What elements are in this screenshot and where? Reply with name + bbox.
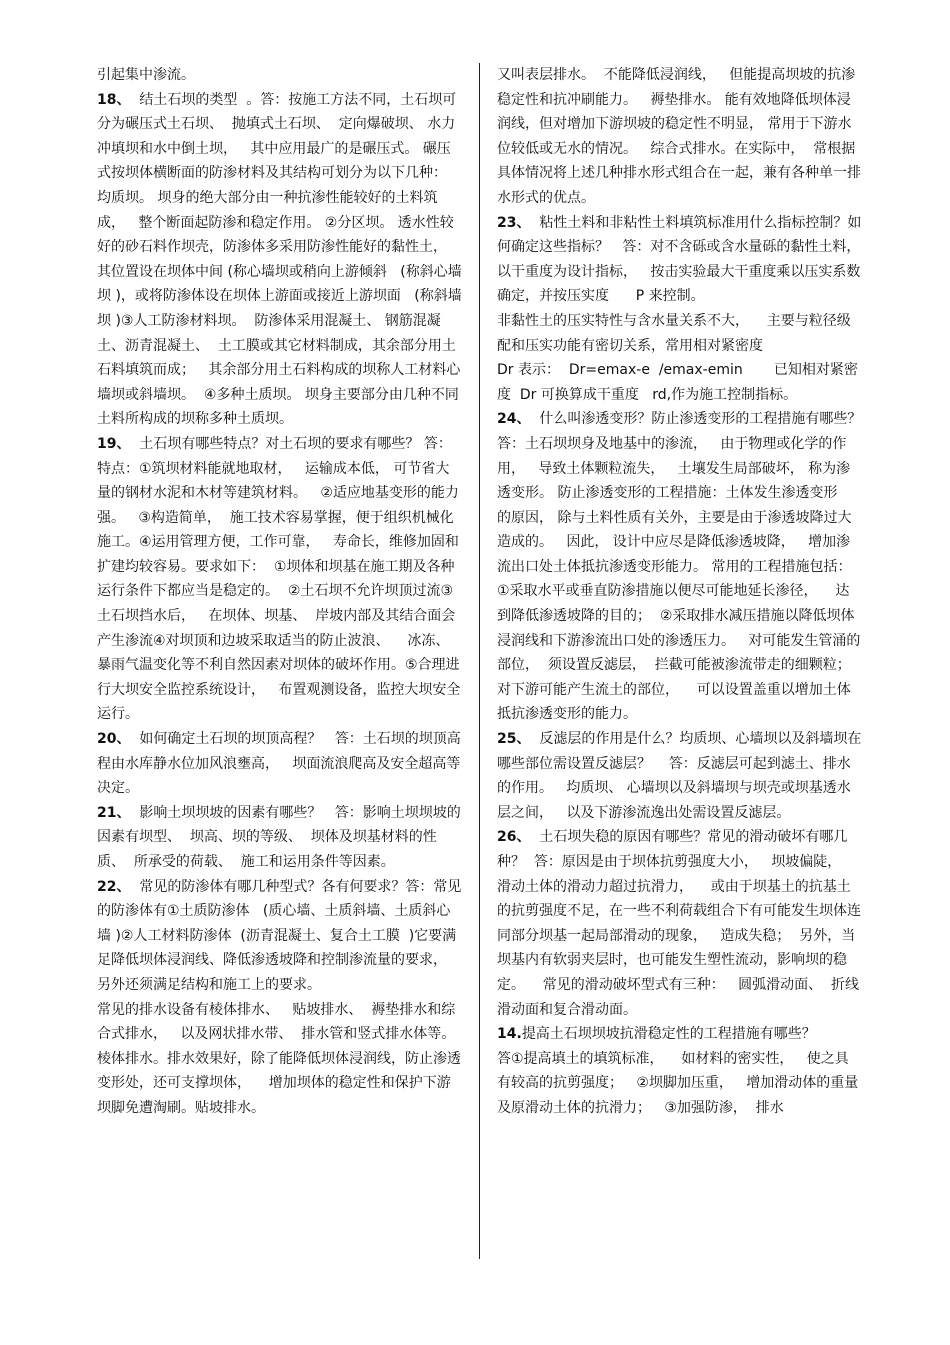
question-number: 23、 <box>497 214 531 231</box>
paragraph: 答①提高填土的填筑标准， 如材料的密实性， 使之具有较高的抗剪强度； ②坝脚加压重， 增加滑动体的重量及原滑动土体的抗滑力； ③加强防渗， 排水 <box>497 1050 859 1116</box>
question-number: 25、 <box>497 731 531 748</box>
formula-paragraph: Dr 表示： Dr=emax-e /emax-emin 已知相对紧密度 Dr 可换算成干重度 rd,作为施工控制指标。 <box>497 362 858 403</box>
question-number: 24、 <box>497 411 531 428</box>
column-divider <box>479 63 480 1259</box>
question-22: 22、 常见的防渗体有哪几种型式？各有何要求？答：常见的防渗体有①土质防渗体 (质心墙、土质斜墙、土质斜心墙 )②人工材料防渗体 (沥青混凝土、复合土工膜 )它要满足降低坝体浸润线、降低渗透坡降和控制渗流量的要求， 另外还须满足结构和施工上的要求。 <box>97 878 462 993</box>
question-number: 20、 <box>97 731 131 748</box>
question-23: 23、 粘性土料和非粘性土料填筑标准用什么指标控制？如何确定这些指标？ 答：对不含砾或含水量砾的黏性土料， 以干重度为设计指标， 按击实验最大干重度乘以压实系数确定，并按压实度 P 来控制。 <box>497 214 874 305</box>
question-18: 18、 结土石坝的类型 。答：按施工方法不同，土石坝可分为碾压式土石坝、 抛填式土石坝、 定向爆破坝、 水力冲填坝和水中倒土坝， 其中应用最广的是碾压式。 碾压式按坝体横断面的防渗材料及其结构可划分为以下几种： 均质坝。 坝身的绝大部分由一种抗渗性能较好的土料筑成， 整个断面起防渗和稳定作用。 ②分区坝。 透水性较好的砂石料作坝壳，防渗体多采用防渗性能好的黏性土， 其位置设在坝体中间 (称心墙坝或稍向上游倾斜 (称斜心墙坝 )，或将防渗体设在坝体上游面或接近上游坝面 (称斜墙坝 )③人工防渗材料坝。 防渗体采用混凝土、 钢筋混凝土、沥青混凝土、 土工膜或其它材料制成，其余部分用土石料填筑而成； 其余部分用土石料构成的坝称人工材料心墙坝或斜墙坝。 ④多种土质坝。 坝身主要部分由几种不同土料所构成的坝称多种土质坝。 <box>97 91 465 428</box>
paragraph: 又叫表层排水。 不能降低浸润线， 但能提高坝坡的抗渗稳定性和抗冲刷能力。 褥垫排水。 能有效地降低坝体浸润线，但对增加下游坝坡的稳定性不明显， 常用于下游水位较低或无水的情况。 综合式排水。在实际中， 常根据具体情况将上述几种排水形式组合在一起，兼有各种单一排水形式的优点。 <box>497 67 861 206</box>
paragraph: 非黏性土的压实特性与含水量关系不大， 主要与粒径级配和压实功能有密切关系，常用相对紧密度 <box>497 312 851 354</box>
question-24: 24、 什么叫渗透变形？防止渗透变形的工程措施有哪些？ 答：土石坝坝身及地基中的渗流， 由于物理或化学的作用， 导致土体颗粒流失， 土壤发生局部破坏， 称为渗透变形。 防止渗透变形的工程措施：土体发生渗透变形 的原因， 除与土料性质有关外，主要是由于渗透坡降过大造成的。 因此， 设计中应尽是降低渗透坡降， 增加渗流出口处土体抵抗渗透变形能力。 常用的工程措施包括： ①采取水平或垂直防渗措施以便尽可能地延长渗径， 达到降低渗透坡降的目的； ②采取排水减压措施以降低坝体浸润线和下游渗流出口处的渗透压力。 对可能发生管涌的部位， 须设置反滤层， 拦截可能被渗流带走的细颗粒； 对下游可能产生流土的部位， 可以设置盖重以增加土体抵抗渗透变形的能力。 <box>497 411 871 723</box>
left-column <box>97 63 465 1121</box>
question-number: 18、 <box>97 91 131 108</box>
paragraph: 常见的排水设备有棱体排水、 贴坡排水、 褥垫排水和综合式排水， 以及网状排水带、 排水管和竖式排水体等。棱体排水。排水效果好，除了能降低坝体浸润线，防止渗透变形处，还可支撑坝体， 增加坝体的稳定性和保护下游坝脚免遭淘刷。贴坡排水。 <box>97 1001 461 1116</box>
right-column <box>497 63 874 1121</box>
question-number: 19、 <box>97 435 131 452</box>
paragraph: 引起集中渗流。 <box>97 67 195 83</box>
question-20: 20、 如何确定土石坝的坝顶高程？ 答：土石坝的坝顶高程由水库静水位加风浪壅高， 坝面流浪爬高及安全超高等决定。 <box>97 731 461 797</box>
question-26: 26、 土石坝失稳的原因有哪些？常见的滑动破坏有哪几种？ 答：原因是由于坝体抗剪强度大小， 坝坡偏陡， 滑动土体的滑动力超过抗滑力， 或由于坝基土的抗基土 的抗剪强度不足，在一些不利荷载组合下有可能发生坝体连同部分坝基一起局部滑动的现象， 造成失稳； 另外，当坝基内有软弱夹层时，也可能发生塑性流动，影响坝的稳定。 常见的滑动破坏型式有三种： 圆弧滑动面、 折线滑动面和复合滑动面。 <box>497 829 865 1018</box>
question-number: 22、 <box>97 878 131 895</box>
question-number: 26、 <box>497 829 531 846</box>
question-19: 19、 土石坝有哪些特点？对土石坝的要求有哪些？ 答：特点：①筑坝材料能就地取材， 运输成本低， 可节省大量的钢材水泥和木材等建筑材料。 ②适应地基变形的能力强。 ③构造简单， 施工技术容易掌握，便于组织机械化施工。④运用管理方便，工作可靠， 寿命长，维修加固和扩建均较容易。要求如下： ①坝体和坝基在施工期及各种运行条件下都应当是稳定的。 ②土石坝不允许坝顶过流③土石坝挡水后， 在坝体、坝基、 岸坡内部及其结合面会产生渗流④对坝顶和边坡采取适当的防止波浪、 冰冻、暴雨气温变化等不利自然因素对坝体的破坏作用。⑤合理进行大坝安全监控系统设计， 布置观测设备，监控大坝安全运行。 <box>97 435 461 723</box>
question-21: 21、 影响土坝坝坡的因素有哪些？ 答：影响土坝坝坡的因素有坝型、 坝高、坝的等级、 坝体及坝基材料的性质、 所承受的荷载、 施工和运用条件等因素。 <box>97 804 461 870</box>
question-14: 14.提高土石坝坝坡抗滑稳定性的工程措施有哪些？ <box>497 1026 816 1043</box>
question-25: 25、 反滤层的作用是什么？均质坝、心墙坝以及斜墙坝在哪些部位需设置反滤层？ 答：反滤层可起到滤土、排水的作用。 均质坝、 心墙坝以及斜墙坝与坝壳或坝基透水层之间， 以及下游渗流逸出处需设置反滤层。 <box>497 731 862 821</box>
question-number: 21、 <box>97 804 131 821</box>
question-number: 14. <box>497 1026 522 1043</box>
